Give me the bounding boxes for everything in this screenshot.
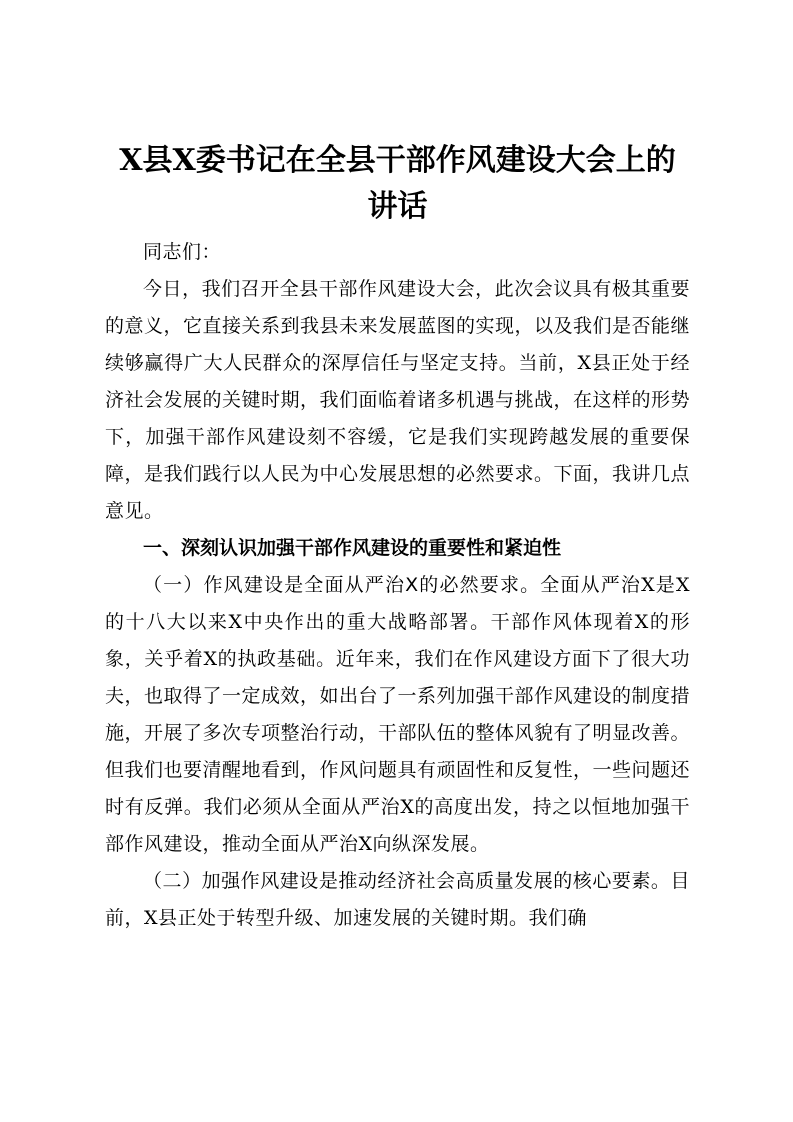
- document-title: X县X委书记在全县干部作风建设大会上的讲话: [119, 143, 676, 224]
- subsection-2-heading: （二）加强作风建设是推动经济社会高质量发展的核心要素。: [143, 870, 671, 892]
- document-body: [105, 138, 690, 937]
- subsection-1-heading: （一）作风建设是全面从严治X的必然要求。: [143, 574, 541, 596]
- section-heading-1: 一、深刻认识加强干部作风建设的重要性和紧迫性: [143, 537, 562, 559]
- subsection-2-body: 目前，X县正处于转型升级、加速发展的关键时期。我们确: [105, 870, 690, 929]
- intro-paragraph: 今日，我们召开全县干部作风建设大会，此次会议具有极其重要的意义，它直接关系到我县未来发展蓝图的实现，以及我们是否能继续够赢得广大人民群众的深厚信任与坚定支持。当前，X县正处于经济社会发展的关键时期，我们面临着诸多机遇与挑战，在这样的形势下，加强干部作风建设刻不容缓，它是我们实现跨越发展的重要保障，是我们践行以人民为中心发展思想的必然要求。下面，我讲几点意见。: [105, 278, 691, 522]
- subsection-1-paragraph: [105, 567, 690, 863]
- subsection-2-paragraph: [105, 863, 690, 937]
- subsection-1-body: 全面从严治X是X的十八大以来X中央作出的重大战略部署。干部作风体现着X的形象，关乎着X的执政基础。近年来，我们在作风建设方面下了很大功夫，也取得了一定成效，如出台了一系列加强干部作风建设的制度措施，开展了多次专项整治行动，干部队伍的整体风貌有了明显改善。但我们也要清醒地看到，作风问题具有顽固性和反复性，一些问题还时有反弹。我们必须从全面从严治X的高度出发，持之以恒地加强干部作风建设，推动全面从严治X向纵深发展。: [105, 574, 691, 855]
- salutation: 同志们：: [143, 241, 222, 263]
